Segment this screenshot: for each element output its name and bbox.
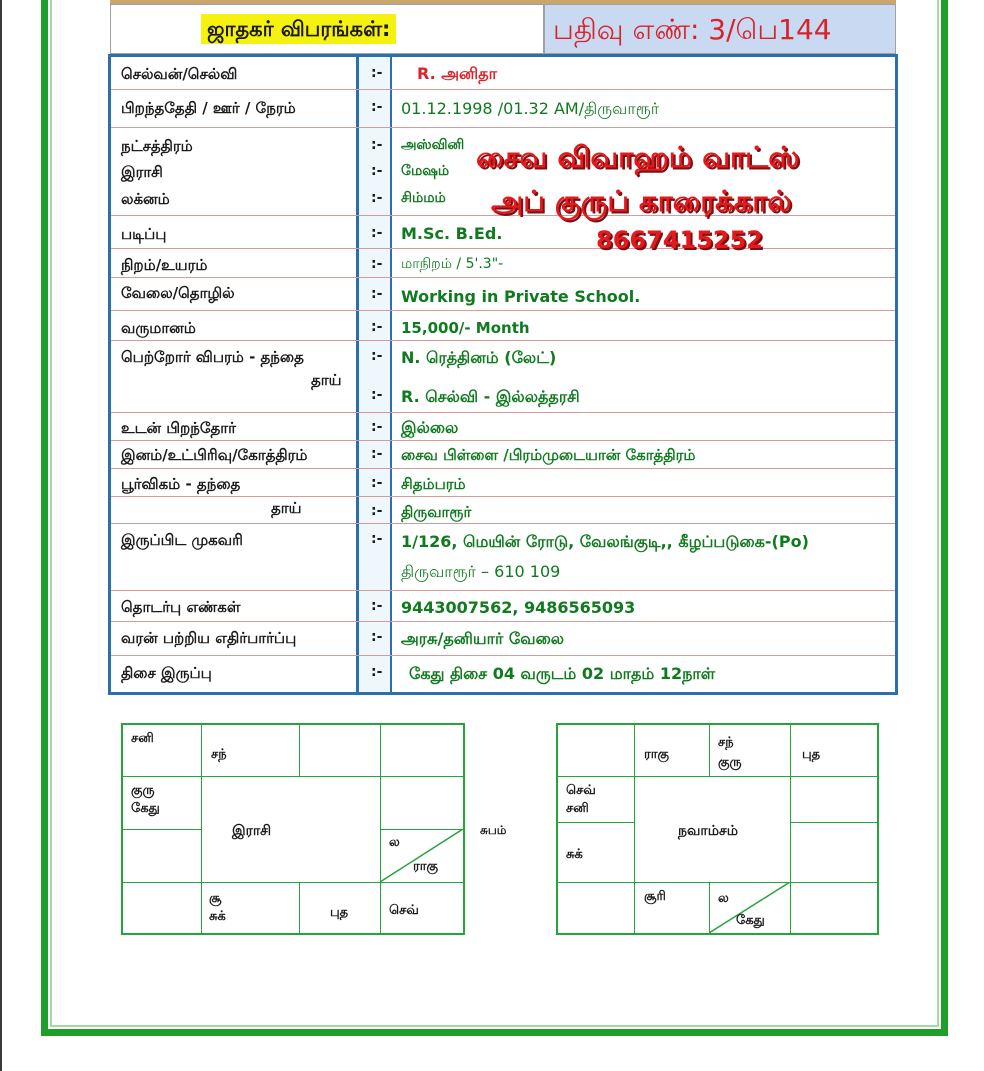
watermark-line1: சைவ விவாஹம் வாட்ஸ் [476,140,800,174]
row-value: 1/126, மெயின் ரோடு, வேலங்குடி,, கீழப்படுகை-(Po) [401,532,809,551]
rasi-cell-text: சந் [211,747,227,762]
rasi-cell-text: சூ [209,891,222,906]
table-row [111,90,895,128]
row-value: R. செல்வி - இல்லத்தரசி [401,387,580,406]
row-separator: :- [371,348,383,364]
row-value: மாநிறம் / 5'.3"- [401,256,504,272]
row-separator: :- [371,65,383,81]
row-label: இனம்/உட்பிரிவு/கோத்திரம் [121,446,308,464]
row-label: உடன் பிறந்தோர் [121,419,236,437]
table-row [111,591,895,622]
watermark-line2: அப் குருப் காரைக்கால் [491,184,792,218]
row-value: R. அனிதா [417,64,497,83]
rasi-cell-text: குரு [131,783,155,798]
row-value-line2: திருவாரூர் – 610 109 [401,562,561,581]
row-value: மேஷம் [401,163,450,179]
table-row [111,311,895,341]
rasi-chart [121,723,465,935]
table-row [111,497,895,524]
table-row [111,524,895,591]
table-row [111,249,895,278]
row-value: கேது திசை 04 வருடம் 02 மாதம் 12நாள் [409,664,716,683]
watermark-phone: 8667415252 [596,226,763,254]
left-edge-border [0,0,2,1071]
row-label: பிறந்ததேதி / ஊர் / நேரம் [121,99,296,117]
row-value: அரசு/தனியார் வேலை [401,629,564,648]
row-separator: :- [371,387,383,403]
row-value: சிம்மம் [401,190,446,206]
table-row [111,341,895,379]
table-row [111,622,895,656]
row-label: பூர்விகம் - தந்தை [121,475,241,493]
row-label: நிறம்/உயரம் [121,256,208,274]
row-value: Working in Private School. [401,287,641,306]
rasi-cell-text: புத [330,905,349,920]
row-separator: :- [371,664,383,680]
row-label: வருமானம் [121,319,196,337]
row-separator: :- [371,286,383,302]
row-separator: :- [371,225,383,241]
row-label: பெற்றோர் விபரம் - தந்தை [121,348,304,366]
row-value: இல்லை [401,418,459,437]
row-separator: :- [371,99,383,115]
navamsa-cell-text: குரு [718,755,742,770]
navamsa-chart-title: நவாம்சம் [678,823,738,839]
header-title-cell [110,4,544,54]
navamsa-cell-text: சூரி [644,889,666,904]
row-value: 9443007562, 9486565093 [401,598,636,617]
row-separator: :- [371,598,383,614]
table-row [111,656,895,692]
row-label: செல்வன்/செல்வி [121,65,238,83]
row-label: படிப்பு [121,225,167,243]
table-row [111,469,895,497]
table-row [111,413,895,441]
table-row [111,371,895,413]
row-value: அஸ்வினி [401,137,465,153]
row-label: வேலை/தொழில் [121,284,235,302]
table-row [111,57,895,90]
row-label: திசை இருப்பு [121,664,212,682]
row-value: 15,000/- Month [401,319,530,337]
row-label: லக்னம் [121,190,170,208]
navamsa-cell-text: சந் [718,735,734,750]
navamsa-cell-text: புத [802,747,821,762]
row-label: தொடர்பு எண்கள் [121,598,241,616]
rasi-cell-text: கேது [131,801,160,816]
navamsa-cell-text: சுக் [566,847,583,862]
row-separator: :- [371,137,383,153]
rasi-cell-text: செவ் [389,903,419,918]
row-separator: :- [371,475,383,491]
row-value: N. ரெத்தினம் (லேட்) [401,348,557,367]
row-label: இருப்பிட முகவரி [121,531,243,549]
row-label: இராசி [121,163,163,181]
registration-number: பதிவு எண்: 3/பெ144 [544,4,896,54]
row-separator: :- [371,503,383,519]
row-label: தாய் [311,371,342,389]
navamsa-cell-text: சனி [566,801,589,816]
row-separator: :- [371,629,383,645]
row-value: திருவாரூர் [401,503,472,521]
row-separator: :- [371,256,383,272]
row-separator: :- [371,446,383,462]
row-value: சிதம்பரம் [401,475,466,493]
row-label: தாய் [271,499,302,517]
row-separator: :- [371,319,383,335]
row-value: M.Sc. B.Ed. [401,224,503,243]
header-title: ஜாதகர் விபரங்கள்: [201,14,396,44]
row-separator: :- [371,419,383,435]
rasi-cell-text: சுக் [209,909,226,924]
navamsa-cell-text: ராகு [644,747,669,762]
navamsa-cell-text: ல [718,891,729,906]
table-row [111,441,895,469]
rasi-cell-text: சனி [131,731,154,746]
rasi-cell-text: ல [389,835,400,850]
navamsa-cell-text: கேது [736,913,765,928]
subam-label: சுபம் [480,823,507,837]
row-label: நட்சத்திரம் [121,137,193,155]
row-separator: :- [371,163,383,179]
navamsa-cell-text: செவ் [566,783,596,798]
rasi-chart-title: இராசி [232,823,272,839]
navamsa-chart [556,723,879,935]
row-value: சைவ பிள்ளை /பிரம்முடையான் கோத்திரம் [401,446,696,464]
table-row [111,278,895,311]
row-separator: :- [371,190,383,206]
row-value: 01.12.1998 /01.32 AM/திருவாரூர் [401,99,660,118]
rasi-cell-text: ராகு [413,859,438,874]
row-separator: :- [371,531,383,547]
row-label: வரன் பற்றிய எதிர்பார்ப்பு [121,629,297,647]
